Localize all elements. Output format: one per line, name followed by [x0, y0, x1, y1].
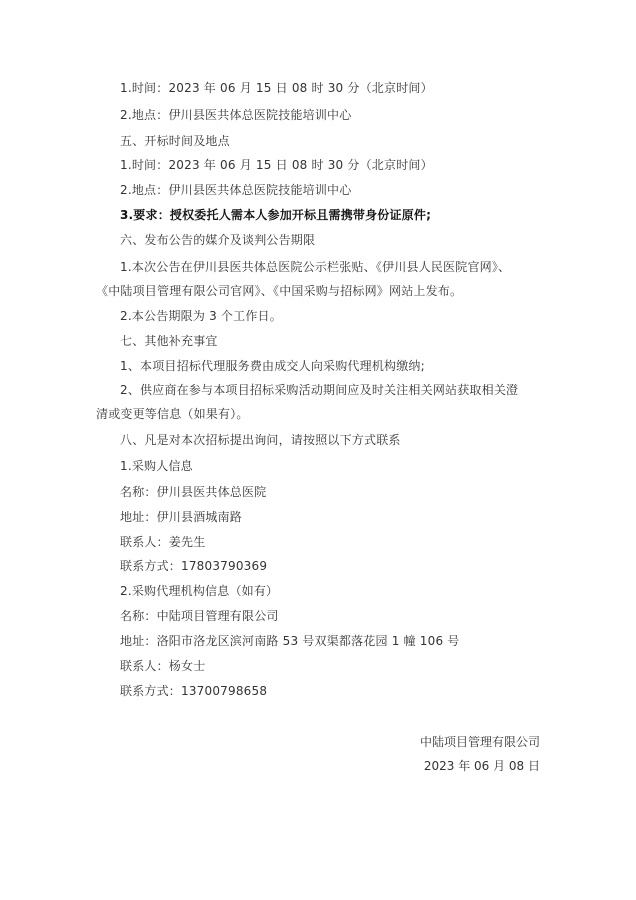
signature-date: 2023 年 06 月 08 日 [423, 759, 540, 773]
purchaser-info-heading: 1.采购人信息 [120, 459, 193, 473]
opening-time-line: 1.时间：2023 年 06 月 15 日 08 时 30 分（北京时间） [120, 158, 433, 172]
notice-period-line: 2.本公告期限为 3 个工作日。 [120, 309, 282, 323]
section-six-heading: 六、发布公告的媒介及谈判公告期限 [120, 233, 316, 247]
section-seven-heading: 七、其他补充事宜 [120, 334, 218, 348]
publish-media-line-2: 《中陆项目管理有限公司官网》、《中国采购与招标网》网站上发布。 [96, 284, 463, 298]
purchaser-contact: 联系人：姜先生 [120, 535, 206, 549]
agency-address: 地址：洛阳市洛龙区滨河南路 53 号双渠都落花园 1 幢 106 号 [120, 634, 460, 648]
purchaser-name: 名称：伊川县医共体总医院 [120, 485, 267, 499]
agency-contact: 联系人：杨女士 [120, 659, 206, 673]
agency-fee-line: 1、本项目招标代理服务费由成交人向采购代理机构缴纳; [120, 359, 425, 373]
agency-phone: 联系方式：13700798658 [120, 684, 268, 698]
bid-location-line: 2.地点：伊川县医共体总医院技能培训中心 [120, 108, 352, 122]
section-eight-heading: 八、凡是对本次招标提出询问，请按照以下方式联系 [120, 433, 401, 447]
agency-name: 名称：中陆项目管理有限公司 [120, 609, 279, 623]
purchaser-phone: 联系方式：17803790369 [120, 559, 268, 573]
signature-company: 中陆项目管理有限公司 [419, 735, 540, 749]
supplier-notice-line-2: 清或变更等信息（如果有）。 [96, 407, 249, 421]
section-five-heading: 五、开标时间及地点 [120, 134, 230, 148]
agency-info-heading: 2.采购代理机构信息（如有） [120, 584, 279, 598]
supplier-notice-line-1: 2、供应商在参与本项目招标采购活动期间应及时关注相关网站获取相关澄 [120, 383, 519, 397]
publish-media-line-1: 1.本次公告在伊川县医共体总医院公示栏张贴、《伊川县人民医院官网》、 [120, 260, 511, 274]
bid-time-line: 1.时间：2023 年 06 月 15 日 08 时 30 分（北京时间） [120, 81, 433, 95]
requirement-line: 3.要求：授权委托人需本人参加开标且需携带身份证原件; [120, 208, 432, 222]
purchaser-address: 地址：伊川县酒城南路 [120, 510, 243, 524]
opening-location-line: 2.地点：伊川县医共体总医院技能培训中心 [120, 183, 352, 197]
